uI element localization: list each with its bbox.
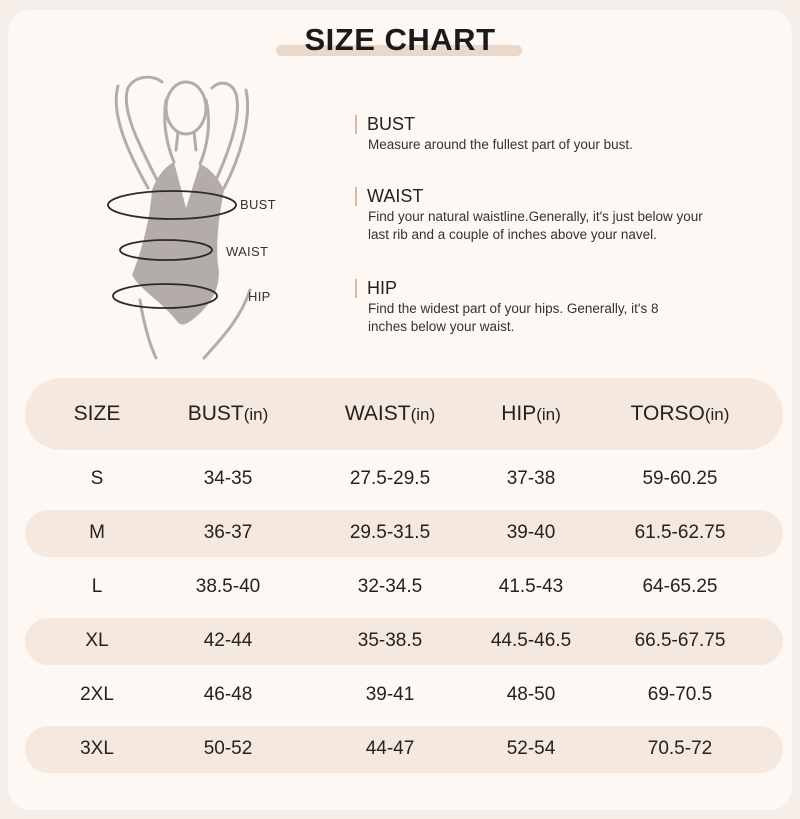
measurement-hip-title: HIP <box>355 279 755 298</box>
table-row <box>25 618 783 665</box>
body-measurement-figure <box>100 70 290 360</box>
table-row <box>25 510 783 557</box>
header-unit: (in) <box>704 405 730 424</box>
cell-bust: 36-37 <box>203 522 253 543</box>
cell-torso: 66.5-67.75 <box>634 630 726 651</box>
measurement-waist-title: WAIST <box>355 187 755 206</box>
header-bust <box>188 402 269 426</box>
header-torso <box>631 402 730 426</box>
header-hip <box>501 402 561 426</box>
measurement-hip-desc-line: Find the widest part of your hips. Generally, it's 8 <box>368 301 659 316</box>
cell-waist: 27.5-29.5 <box>349 468 431 489</box>
figure-label-hip: HIP <box>248 289 271 304</box>
header-label: BUST <box>187 402 244 425</box>
cell-waist: 29.5-31.5 <box>349 522 431 543</box>
cell-size: 2XL <box>80 684 114 705</box>
header-label: WAIST <box>344 402 411 425</box>
cell-waist: 39-41 <box>365 684 415 705</box>
cell-size: L <box>91 576 103 597</box>
cell-hip: 48-50 <box>506 684 556 705</box>
cell-bust: 46-48 <box>203 684 253 705</box>
cell-hip: 52-54 <box>506 738 556 759</box>
cell-hip: 37-38 <box>506 468 556 489</box>
table-header-row <box>25 378 783 450</box>
cell-size: XL <box>85 630 109 651</box>
measurement-hip-desc-line: inches below your waist. <box>368 319 515 334</box>
measurement-waist-desc-line: Find your natural waistline.Generally, it's just below your <box>368 209 703 224</box>
header-unit: (in) <box>410 405 436 424</box>
header-label: HIP <box>501 402 537 425</box>
figure-label-bust: BUST <box>240 197 276 212</box>
cell-torso: 69-70.5 <box>647 684 713 705</box>
cell-torso: 70.5-72 <box>647 738 713 759</box>
cell-bust: 34-35 <box>203 468 253 489</box>
cell-bust: 50-52 <box>203 738 253 759</box>
cell-hip: 41.5-43 <box>498 576 564 597</box>
cell-waist: 35-38.5 <box>357 630 423 651</box>
measurement-hip-desc <box>355 300 755 336</box>
measurement-bust-desc <box>355 136 755 154</box>
cell-size: 3XL <box>80 738 114 759</box>
cell-hip: 44.5-46.5 <box>490 630 572 651</box>
table-row <box>25 452 783 506</box>
header-label: SIZE <box>73 402 121 425</box>
cell-waist: 44-47 <box>365 738 415 759</box>
cell-torso: 64-65.25 <box>642 576 718 597</box>
cell-hip: 39-40 <box>506 522 556 543</box>
table-row <box>25 668 783 722</box>
header-size <box>74 402 121 426</box>
cell-size: S <box>90 468 104 489</box>
table-row <box>25 560 783 614</box>
cell-bust: 38.5-40 <box>195 576 261 597</box>
header-unit: (in) <box>536 405 561 424</box>
measurement-bust <box>355 115 755 154</box>
measurement-waist <box>355 187 755 244</box>
cell-waist: 32-34.5 <box>357 576 423 597</box>
header-unit: (in) <box>243 405 269 424</box>
cell-size: M <box>89 522 105 543</box>
measurement-hip <box>355 279 755 336</box>
cell-torso: 59-60.25 <box>642 468 718 489</box>
table-row <box>25 726 783 773</box>
measurement-waist-desc-line: last rib and a couple of inches above your navel. <box>368 227 657 242</box>
header-waist <box>345 402 435 426</box>
figure-label-waist: WAIST <box>226 244 269 259</box>
cell-bust: 42-44 <box>203 630 253 651</box>
measurement-bust-desc-line: Measure around the fullest part of your bust. <box>368 137 633 152</box>
cell-torso: 61.5-62.75 <box>634 522 726 543</box>
page-title: SIZE CHART <box>304 22 496 57</box>
header-label: TORSO <box>630 402 705 425</box>
measurement-bust-title: BUST <box>355 115 755 134</box>
title-block <box>276 20 524 60</box>
size-table <box>25 378 783 776</box>
measurement-waist-desc <box>355 208 755 244</box>
